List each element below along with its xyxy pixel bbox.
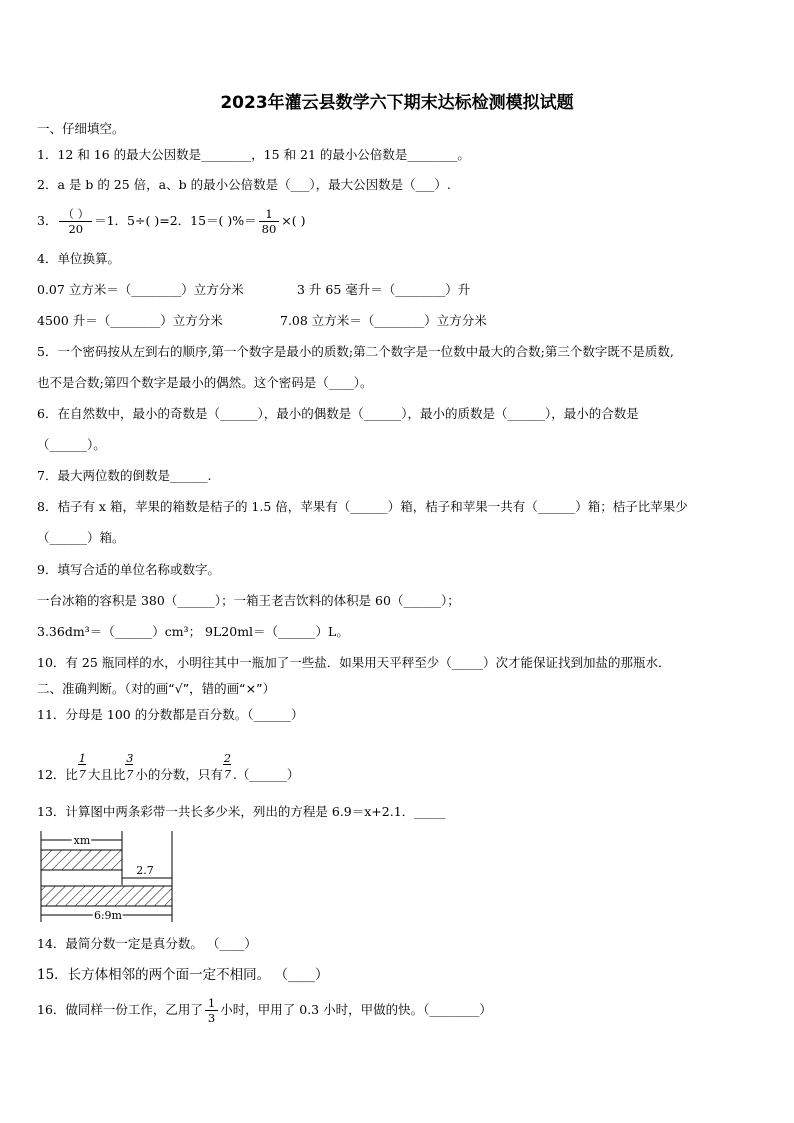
q16-suffix: 小时，甲用了 0.3 小时，甲做的快。（________）	[220, 1002, 492, 1017]
question-10: 10．有 25 瓶同样的水，小明往其中一瓶加了一些盐．如果用天平秤至少（_____）次才能保证找到加盐的那瓶水．	[37, 655, 671, 670]
q12-fraction-2	[125, 752, 135, 784]
question-3	[37, 206, 306, 236]
q3-frac2-denominator: 80	[261, 222, 277, 236]
question-9-line-2: 3.36dm³＝（______）cm³； 9L20ml＝（______）L。	[37, 624, 349, 639]
q3-suffix: ×( )	[281, 213, 306, 228]
q12-middle-2: 小的分数，只有	[135, 767, 223, 782]
question-4d: 7.08 立方米＝（________）立方分米	[280, 313, 487, 328]
q3-fraction-1	[59, 207, 92, 236]
question-5-line-2: 也不是合数;第四个数字是最小的偶然。这个密码是（____）。	[37, 375, 373, 390]
q16-frac-denominator: 3	[207, 1011, 216, 1025]
section-heading-judge: 二、准确判断。（对的画“√”，错的画“×”）	[37, 681, 276, 696]
question-2: 2．a 是 b 的 25 倍，a、b 的最小公倍数是（___），最大公因数是（___）.	[37, 177, 451, 192]
q16-prefix: 16．做同样一份工作，乙用了	[37, 1002, 203, 1017]
ribbon-top	[41, 850, 122, 870]
section-heading-fill: 一、仔细填空。	[37, 121, 125, 136]
question-9-line-1: 一台冰箱的容积是 380（______）；一箱王老吉饮料的体积是 60（______）；	[37, 593, 460, 608]
q12-frac1-denominator: 7	[78, 768, 86, 781]
question-7: 7．最大两位数的倒数是______.	[37, 468, 212, 483]
question-9: 9．填写合适的单位名称或数字。	[37, 562, 220, 577]
q12-frac2-denominator: 7	[126, 768, 134, 781]
q12-frac1-numerator: 1	[78, 752, 86, 765]
q3-middle: ＝1．5÷( )=2．15＝( )%＝	[94, 213, 257, 228]
q12-fraction-1	[78, 752, 88, 784]
q16-fraction	[205, 996, 218, 1025]
question-16	[37, 995, 492, 1025]
q12-frac2-numerator: 3	[126, 752, 134, 765]
q3-frac1-denominator: 20	[68, 222, 84, 236]
ribbon-bottom	[41, 886, 172, 906]
question-4a: 0.07 立方米＝（________）立方分米	[37, 282, 244, 297]
q12-suffix: .（______）	[232, 767, 300, 782]
question-4c: 4500 升＝（________）立方分米	[37, 313, 223, 328]
page-title: 2023年灌云县数学六下期末达标检测模拟试题	[220, 93, 574, 113]
ribbon-diagram	[36, 826, 181, 922]
label-total: 6.9m	[94, 909, 122, 922]
label-x: xm	[73, 834, 91, 847]
q12-prefix: 12．比	[37, 767, 78, 782]
question-1: 1．12 和 16 的最大公因数是________，15 和 21 的最小公倍数是________。	[37, 147, 470, 162]
question-4b: 3 升 65 毫升＝（________）升	[297, 282, 471, 297]
q12-frac3-denominator: 7	[223, 768, 231, 781]
question-13: 13．计算图中两条彩带一共长多少米，列出的方程是 6.9＝x+2.1．_____	[37, 804, 446, 819]
question-6-line-1: 6．在自然数中，最小的奇数是（______），最小的偶数是（______），最小的质数是（______），最小的合数是	[37, 406, 639, 421]
question-15: 15．长方体相邻的两个面一定不相同。 （____）	[37, 967, 329, 983]
q16-frac-numerator: 1	[205, 996, 218, 1011]
q12-fraction-3	[223, 752, 233, 784]
q3-prefix: 3．	[37, 213, 58, 228]
question-8-line-2: （______）箱。	[37, 530, 125, 545]
label-diff: 2.7	[136, 864, 154, 877]
question-6-line-2: （______）。	[37, 437, 106, 452]
question-8-line-1: 8．桔子有 x 箱，苹果的箱数是桔子的 1.5 倍，苹果有（______）箱，桔子和苹果一共有（______）箱；桔子比苹果少	[37, 499, 688, 514]
question-14: 14．最简分数一定是真分数。 （____）	[37, 936, 257, 951]
question-4: 4．单位换算。	[37, 251, 120, 266]
q3-frac1-numerator: （ ）	[59, 207, 92, 222]
q12-frac3-numerator: 2	[223, 752, 231, 765]
question-11: 11．分母是 100 的分数都是百分数。（______）	[37, 707, 304, 722]
question-5-line-1: 5．一个密码按从左到右的顺序,第一个数字是最小的质数;第二个数字是一位数中最大的合数;第三个数字既不是质数,	[37, 344, 674, 359]
q12-middle-1: 大且比	[87, 767, 126, 782]
q3-frac2-numerator: 1	[259, 207, 280, 222]
q3-fraction-2	[259, 207, 280, 236]
question-12	[37, 752, 300, 784]
